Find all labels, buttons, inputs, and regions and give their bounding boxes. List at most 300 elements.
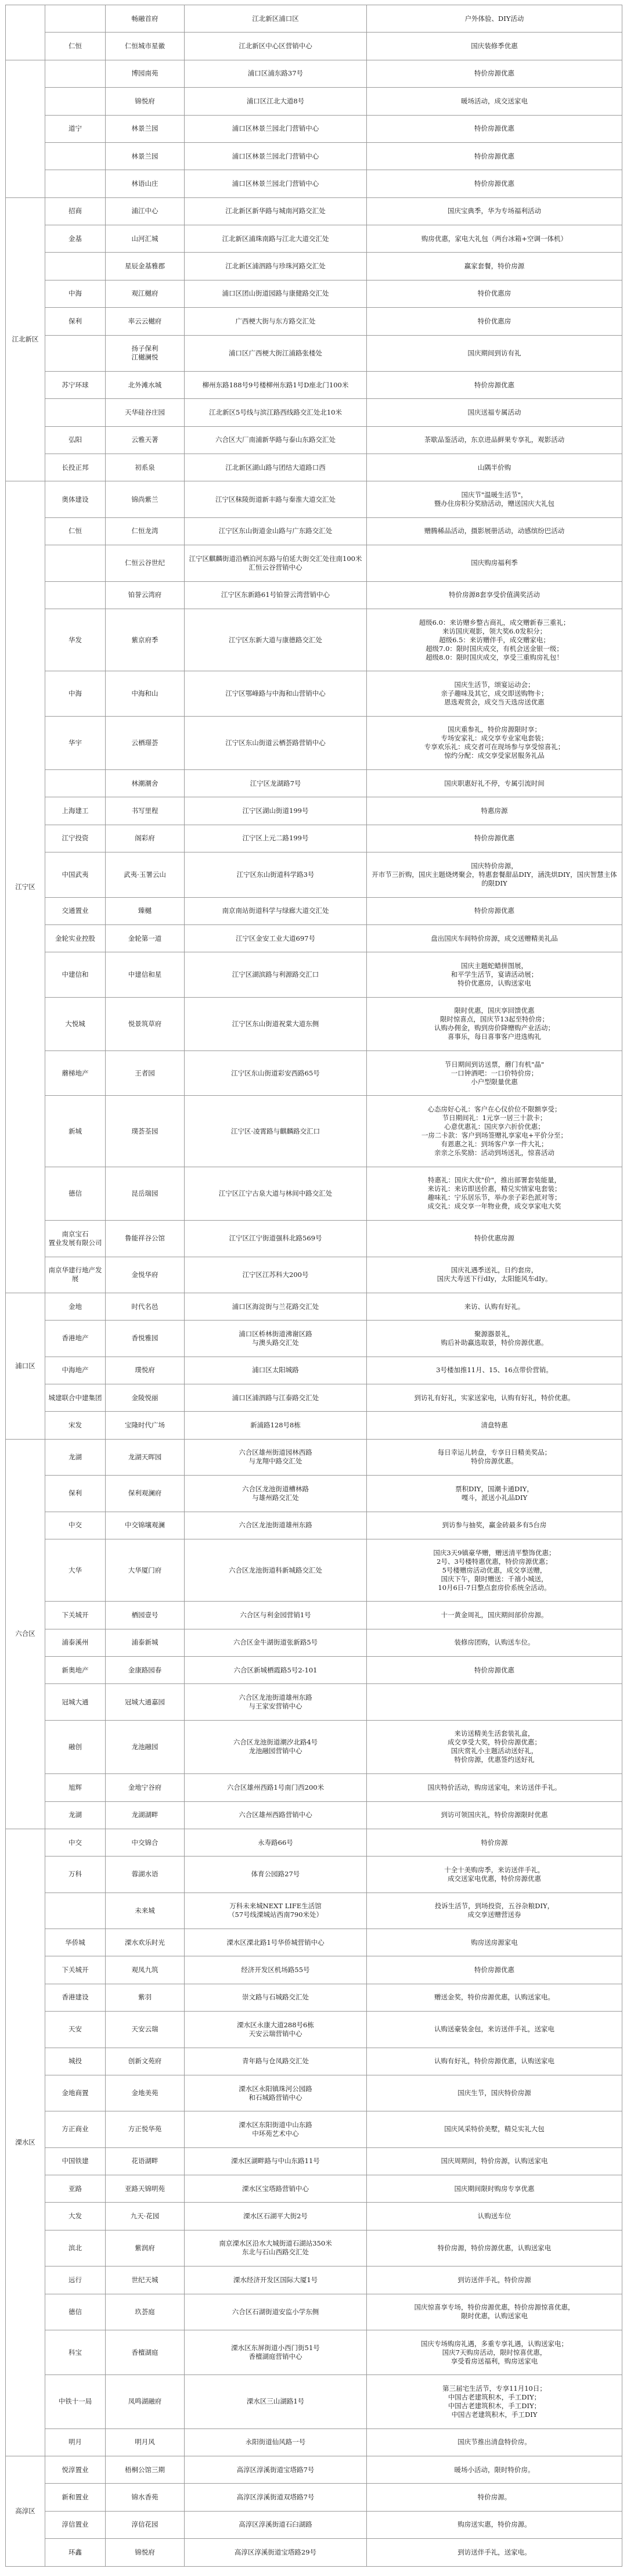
- table-row: [6, 1167, 622, 1220]
- project-cell: 紫润府: [106, 2230, 185, 2266]
- project-cell: 龙湖天晖园: [106, 1439, 185, 1475]
- activity-cell: 到访参与抽奖，赢金砖最多有5台房: [367, 1512, 622, 1539]
- activity-cell: 投诉生活节，到场投资，五谷杂粮DIY， 成交享送赠营送券: [367, 1893, 622, 1929]
- table-row: [6, 770, 622, 797]
- activity-cell: [367, 1684, 622, 1720]
- activity-cell: 特价房源，特价房源优惠，认购送家电: [367, 2230, 622, 2266]
- developer-cell: [45, 5, 106, 33]
- table-row: [6, 1857, 622, 1893]
- developer-cell: 中海地产: [45, 1357, 106, 1384]
- table-row: [6, 1051, 622, 1096]
- activity-cell: 山隅半价购: [367, 454, 622, 481]
- developer-cell: 仁恒: [45, 517, 106, 545]
- activity-cell: 赠腾稀品活动，摄影展册活动，动感缤纷巴活动: [367, 517, 622, 545]
- project-cell: 金地宁谷府: [106, 1774, 185, 1801]
- activity-cell: 国庆节推出清盘特价房。: [367, 2429, 622, 2456]
- table-row: [6, 481, 622, 517]
- developer-cell: 中建信和: [45, 952, 106, 997]
- address-cell: 南京南站街道科学与绿廊大道交汇处: [185, 897, 367, 924]
- activity-cell: 特价房源优惠: [367, 1657, 622, 1684]
- project-cell: 蓉湖水语: [106, 1857, 185, 1893]
- activity-cell: 国庆送福专属活动: [367, 399, 622, 426]
- address-cell: 高淳区淳溪街道宝塔路7号: [185, 2456, 367, 2484]
- table-row: [6, 1357, 622, 1384]
- table-row: [6, 1257, 622, 1293]
- activity-cell: 清盘特惠: [367, 1412, 622, 1439]
- activity-cell: 特价房源优惠: [367, 897, 622, 924]
- developer-cell: 大华: [45, 1539, 106, 1601]
- project-cell: 九天·花园: [106, 2203, 185, 2230]
- project-cell: 林景兰园: [106, 142, 185, 170]
- activity-cell: 认购送车位: [367, 2203, 622, 2230]
- address-cell: 江宁区金安工业大道697号: [185, 924, 367, 952]
- activity-cell: 第三届宅生活节，专享11月10日； 中国古老建筑积木，手工DIY； 中国古老建筑积木，手工DIY； 中国古老建筑积木，手工DIY: [367, 2375, 622, 2429]
- address-cell: 溧水区永康大道288号6栋 天安云瑞营销中心: [185, 2012, 367, 2048]
- developer-cell: 弘阳: [45, 426, 106, 454]
- developer-cell: 保利: [45, 1476, 106, 1512]
- table-row: [6, 716, 622, 769]
- developer-cell: 远行: [45, 2266, 106, 2294]
- developer-cell: 香港地产: [45, 1321, 106, 1357]
- project-cell: 初系泉: [106, 454, 185, 481]
- developer-cell: 中交: [45, 1829, 106, 1856]
- address-cell: 江宁区东新路61号铂誉云湾营销中心: [185, 581, 367, 609]
- developer-cell: 大发: [45, 2203, 106, 2230]
- developer-cell: 城建联合中建集团: [45, 1384, 106, 1412]
- activity-cell: 国庆特价房源， 开市节三折购，国庆主题烧烤聚会，特惠套餐甜品DIY，涵洗烘DIY，国庆智慧主体的限DIY: [367, 852, 622, 897]
- table-row: [6, 609, 622, 671]
- developer-cell: [45, 170, 106, 197]
- address-cell: 江北新区新华路与城南河路交汇处: [185, 197, 367, 225]
- table-row: [6, 2230, 622, 2266]
- address-cell: 浦口区浦东路37号: [185, 60, 367, 87]
- activity-cell: 限时优惠，国庆享回馈优惠 限时惊喜点，国庆节13起至特价房； 认购办佣金，购到房价降赠购产业活动； 喜事乐，每日喜事客户进选购礼: [367, 997, 622, 1050]
- developer-cell: 金轮实业控股: [45, 924, 106, 952]
- project-cell: 创新文苑府: [106, 2048, 185, 2075]
- activity-cell: 特惠礼：国庆大优"价"，推出部署套装能量， 来访礼：来访即送价惠，精兑实情家电套装； 趣味礼：宁乐居乐节，举办亲子彩色派对等； 成交礼：成交享一年物业费，成交享家电大奖: [367, 1167, 622, 1220]
- table-row: [6, 2147, 622, 2175]
- activity-cell: 国庆风采特价美墅，精兑实礼大包: [367, 2111, 622, 2147]
- address-cell: 江北新区浦口区: [185, 5, 367, 33]
- developer-cell: 金基: [45, 225, 106, 253]
- project-cell: 中海和山: [106, 671, 185, 716]
- project-cell: 玖荟庭: [106, 2294, 185, 2330]
- project-cell: 时代名邑: [106, 1293, 185, 1320]
- table-row: [6, 1602, 622, 1629]
- address-cell: 浦口区林景兰园北门营销中心: [185, 142, 367, 170]
- developer-cell: 明月: [45, 2429, 106, 2456]
- table-row: [6, 280, 622, 307]
- address-cell: 江北新区浦泗路与珍珠河路交汇处: [185, 253, 367, 280]
- project-cell: 中交锦合: [106, 1829, 185, 1856]
- project-cell: 扬子保利 江樾澜悦: [106, 335, 185, 371]
- project-cell: 紫羽: [106, 1984, 185, 2011]
- project-cell: 金悦华府: [106, 1257, 185, 1293]
- project-cell: 天安云瑞: [106, 2012, 185, 2048]
- address-cell: 万科未来城NEXT LIFE生活馆 （57号线溧城站西南790米处）: [185, 1893, 367, 1929]
- activity-cell: 到访送伴手礼，特价房源: [367, 2266, 622, 2294]
- address-cell: 浦口区广西梗大街江浦路张楼处: [185, 335, 367, 371]
- project-cell: 林景兰园: [106, 115, 185, 142]
- developer-cell: 冠城大通: [45, 1684, 106, 1720]
- project-cell: 阁彩府: [106, 825, 185, 852]
- address-cell: 江北新区5号线与滨江路西线路交汇处北10米: [185, 399, 367, 426]
- project-cell: 璞荟荃园: [106, 1096, 185, 1167]
- project-cell: 龙湖湖畔: [106, 1801, 185, 1829]
- table-row: [6, 5, 622, 33]
- activity-cell: 赠送金奖，特价房源优惠，认购送家电。: [367, 1984, 622, 2011]
- project-cell: 花语湖畔: [106, 2147, 185, 2175]
- region-cell: 六合区: [6, 1439, 45, 1829]
- address-cell: 溧水区湖畔路与中山东路11号: [185, 2147, 367, 2175]
- project-cell: 未来城: [106, 1893, 185, 1929]
- address-cell: 江宁区东山街道金山路与广东路交汇处: [185, 517, 367, 545]
- activity-cell: 国庆生节，国庆特价房源: [367, 2075, 622, 2111]
- developer-cell: 城投: [45, 2048, 106, 2075]
- table-row: [6, 2484, 622, 2511]
- address-cell: 浦口区团山街道园路与康健路交汇处: [185, 280, 367, 307]
- activity-cell: 到访可领国庆礼，特价房源限时优惠: [367, 1801, 622, 1829]
- project-cell: 浦泰新城: [106, 1629, 185, 1656]
- address-cell: 永寿路66号: [185, 1829, 367, 1856]
- activity-cell: 每日幸运儿转盘，专享日日精美奖品； 特价房源优惠。: [367, 1439, 622, 1475]
- developer-cell: 下关城开: [45, 1956, 106, 1984]
- activity-cell: 国庆节"温暖生活节"， 暨办住房积分奖励活动，赠送国庆大礼包: [367, 481, 622, 517]
- table-row: [6, 671, 622, 716]
- address-cell: 浦口区桥林街道沸谢区路 与澳头路交汇处: [185, 1321, 367, 1357]
- developer-cell: [45, 545, 106, 581]
- project-cell: 龙池融园: [106, 1720, 185, 1773]
- developer-cell: [45, 770, 106, 797]
- activity-cell: 赢家套餐，特价房源: [367, 253, 622, 280]
- developer-cell: 融创: [45, 1720, 106, 1773]
- developer-cell: 招商: [45, 197, 106, 225]
- developer-cell: 南京宝石 置业发展有限公司: [45, 1221, 106, 1257]
- table-row: [6, 2511, 622, 2538]
- address-cell: 浦口区海淀街与兰花路交汇处: [185, 1293, 367, 1320]
- activity-cell: 国庆惊喜享专场，特价房源优惠，特价房源惊喜优惠， 限时优惠，认购送家电: [367, 2294, 622, 2330]
- address-cell: 江宁区湖滨路与利源路交汇口: [185, 952, 367, 997]
- developer-cell: 德信: [45, 1167, 106, 1220]
- address-cell: 溧水经济开发区国际大厦1号: [185, 2266, 367, 2294]
- project-cell: 山河汇城: [106, 225, 185, 253]
- activity-cell: 特价房源优惠: [367, 115, 622, 142]
- developer-cell: 中海: [45, 280, 106, 307]
- address-cell: 江宁区东山街道云栖荟路营销中心: [185, 716, 367, 769]
- table-row: [6, 2539, 622, 2566]
- project-cell: 金康路园春: [106, 1657, 185, 1684]
- project-cell: 宝隆时代广场: [106, 1412, 185, 1439]
- address-cell: 六合区大厂南浦新华路与泰山东路交汇处: [185, 426, 367, 454]
- project-cell: 锦悦府: [106, 88, 185, 115]
- address-cell: 溧水区宝塔路营销中心: [185, 2175, 367, 2203]
- table-row: [6, 2175, 622, 2203]
- address-cell: 六合区龙池街道潮汐北路4号 龙池融园营销中心: [185, 1720, 367, 1773]
- project-cell: 畅融首府: [106, 5, 185, 33]
- activity-cell: 国庆礼遇季送礼，日约套房， 国庆大寿送下行dIy，太阳能风车dIy。: [367, 1257, 622, 1293]
- activity-cell: 票积DIY，国潮卡通DIY， 嘎斗，派送小礼品DIY: [367, 1476, 622, 1512]
- developer-cell: 奥体建设: [45, 481, 106, 517]
- table-row: [6, 1096, 622, 1167]
- table-row: [6, 1801, 622, 1829]
- table-row: [6, 1929, 622, 1956]
- table-row: [6, 1221, 622, 1257]
- table-row: [6, 2111, 622, 2147]
- activity-cell: 十一黄金周礼，国庆期间部价房源。: [367, 1602, 622, 1629]
- table-row: [6, 997, 622, 1050]
- activity-cell: 特价房源优惠: [367, 371, 622, 398]
- table-row: [6, 308, 622, 335]
- developer-cell: 龙湖: [45, 1801, 106, 1829]
- activity-cell: 国庆购房福利季: [367, 545, 622, 581]
- activity-cell: 暖场活动，成交送家电: [367, 88, 622, 115]
- address-cell: 江宁区东山街道科学路3号: [185, 852, 367, 897]
- address-cell: 江宁区湖山街道199号: [185, 797, 367, 825]
- project-cell: 紫京府季: [106, 609, 185, 671]
- address-cell: 新浦路128号8栋: [185, 1412, 367, 1439]
- table-row: [6, 2294, 622, 2330]
- developer-cell: 中国武夷: [45, 852, 106, 897]
- address-cell: 高淳区淳溪街道石臼湖路: [185, 2511, 367, 2538]
- address-cell: 六合区雄州西路营销中心: [185, 1801, 367, 1829]
- developer-cell: 新城: [45, 1096, 106, 1167]
- table-row: [6, 2203, 622, 2230]
- project-cell: 中交锦壤观澜: [106, 1512, 185, 1539]
- address-cell: 六合区石湖街道安监小学东侧: [185, 2294, 367, 2330]
- project-cell: 璞悦府: [106, 1357, 185, 1384]
- activity-cell: 国庆宝典季，华为专场福利活动: [367, 197, 622, 225]
- developer-cell: 中铁十一局: [45, 2375, 106, 2429]
- address-cell: 江北新区浦珠南路与江北大道交汇处: [185, 225, 367, 253]
- table-row: [6, 2266, 622, 2294]
- developer-cell: 龙湖: [45, 1439, 106, 1475]
- project-cell: 书写里程: [106, 797, 185, 825]
- project-cell: 臻樾: [106, 897, 185, 924]
- activity-cell: 特价房源优惠: [367, 142, 622, 170]
- activity-cell: 茶歇品鉴活动，东京进品鲜果专享礼，观影活动: [367, 426, 622, 454]
- activity-cell: 特惠房源: [367, 797, 622, 825]
- project-cell: 铂誉云湾府: [106, 581, 185, 609]
- developer-cell: 中国铁建: [45, 2147, 106, 2175]
- developer-cell: 天安: [45, 2012, 106, 2048]
- table-row: [6, 1629, 622, 1656]
- activity-cell: 十全十美购房季，来访送伴手礼， 成交送家电优惠，特价房源优惠: [367, 1857, 622, 1893]
- activity-cell: 来访、认购有好礼。: [367, 1293, 622, 1320]
- address-cell: 浦口区林景兰园北门营销中心: [185, 115, 367, 142]
- address-cell: 六合区雄州街道园林西路 与龙翔中路交汇处: [185, 1439, 367, 1475]
- table-row: [6, 1829, 622, 1856]
- table-row: [6, 2375, 622, 2429]
- developer-cell: 悦淳置业: [45, 2456, 106, 2484]
- activity-cell: 国庆重参礼，特价房源限时享； 专场安家礼：成交享专业家电套装； 专享欢乐礼：成交者可在现场参与享受惊喜礼； 惊约分配：成交享受家居服务礼品: [367, 716, 622, 769]
- address-cell: 江宁区麒麟街道沿栖泊河东路与伯延大街交汇处往南100米汇恒云谷营销中心: [185, 545, 367, 581]
- table-row: [6, 517, 622, 545]
- table-row: [6, 88, 622, 115]
- region-cell: 浦口区: [6, 1293, 45, 1439]
- address-cell: 江宁区东山街道彩安西路65号: [185, 1051, 367, 1096]
- address-cell: 浦口区林景兰园北门营销中心: [185, 170, 367, 197]
- activity-cell: 暖场小活动，限时特价房。: [367, 2456, 622, 2484]
- developer-cell: 方正商业: [45, 2111, 106, 2147]
- developer-cell: 南京华建行地产发展: [45, 1257, 106, 1293]
- project-cell: 仁恒云谷世纪: [106, 545, 185, 581]
- project-cell: 林潮潮舍: [106, 770, 185, 797]
- activity-cell: 购房优惠，家电大礼包（两台冰箱+空调一体机）: [367, 225, 622, 253]
- table-row: [6, 924, 622, 952]
- table-row: [6, 852, 622, 897]
- developer-cell: 新奥地产: [45, 1657, 106, 1684]
- activity-cell: 国庆特价活动，购房送家电，来访送伴手礼。: [367, 1774, 622, 1801]
- address-cell: 江宁区秣陵街道新丰路与秦淮大道交汇处: [185, 481, 367, 517]
- developer-cell: 德信: [45, 2294, 106, 2330]
- address-cell: 六合区龙池街道槽林路 与雄州路交汇处: [185, 1476, 367, 1512]
- project-cell: 云雅天著: [106, 426, 185, 454]
- address-cell: 广西梗大街与东方路交汇处: [185, 308, 367, 335]
- project-cell: 亚路天锦明苑: [106, 2175, 185, 2203]
- developer-cell: 蘑梯地产: [45, 1051, 106, 1096]
- developer-cell: [45, 88, 106, 115]
- project-cell: 林语山庄: [106, 170, 185, 197]
- address-cell: 江宁区江宁古泉大道与林间中路交汇处: [185, 1167, 367, 1220]
- project-cell: 金地美苑: [106, 2075, 185, 2111]
- project-cell: 博园南苑: [106, 60, 185, 87]
- developer-cell: 上海建工: [45, 797, 106, 825]
- activity-cell: 特价房源优惠: [367, 825, 622, 852]
- developer-cell: 淳信置业: [45, 2511, 106, 2538]
- table-row: [6, 1956, 622, 1984]
- developer-cell: 新和置业: [45, 2484, 106, 2511]
- table-row: [6, 1293, 622, 1320]
- table-row: [6, 170, 622, 197]
- developer-cell: 苏宁环球: [45, 371, 106, 398]
- table-row: [6, 1512, 622, 1539]
- activity-cell: 特价优惠房: [367, 308, 622, 335]
- address-cell: 浦口区浦泗路与江泰路交汇处: [185, 1384, 367, 1412]
- address-cell: 永阳街道仙风路一号: [185, 2429, 367, 2456]
- table-row: [6, 197, 622, 225]
- project-cell: 金轮第一道: [106, 924, 185, 952]
- project-cell: 天华硅谷庄园: [106, 399, 185, 426]
- address-cell: 浦口区江北大道8号: [185, 88, 367, 115]
- project-cell: 锦悦府: [106, 2539, 185, 2566]
- project-cell: 仁恒龙湾: [106, 517, 185, 545]
- table-row: [6, 33, 622, 60]
- developer-cell: [45, 581, 106, 609]
- table-row: [6, 2456, 622, 2484]
- table-row: [6, 142, 622, 170]
- address-cell: 江宁区江苏科大200号: [185, 1257, 367, 1293]
- address-cell: 江北新区中心区营销中心: [185, 33, 367, 60]
- table-row: [6, 1684, 622, 1720]
- developer-cell: 环鑫: [45, 2539, 106, 2566]
- activity-cell: 3号楼加推11月、15、16点带价营销。: [367, 1357, 622, 1384]
- address-cell: 六合区龙池街道雄州东路: [185, 1512, 367, 1539]
- table-row: [6, 1321, 622, 1357]
- table-row: [6, 1384, 622, 1412]
- address-cell: 溧水区东阳街道中山东路 中环苑艺术中心: [185, 2111, 367, 2147]
- activity-cell: 特价优惠房源: [367, 1221, 622, 1257]
- table-row: [6, 897, 622, 924]
- project-cell: 世纪天城: [106, 2266, 185, 2294]
- activity-cell: 特价房源。: [367, 2484, 622, 2511]
- activity-cell: 国庆周期间，特价房源，认购送家电: [367, 2147, 622, 2175]
- activity-cell: 特价房源: [367, 1829, 622, 1856]
- housing-promotion-table: [5, 5, 622, 2567]
- activity-cell: 国庆生活节，颂宴运动会； 亲子趣味及其它，成交即送购物卡； 恩选观赏会，成交当天选房送优惠: [367, 671, 622, 716]
- project-cell: 冠城大通嘉园: [106, 1684, 185, 1720]
- project-cell: 栖园壹号: [106, 1602, 185, 1629]
- address-cell: 江宁区龙湖路7号: [185, 770, 367, 797]
- table-row: [6, 335, 622, 371]
- activity-cell: 心态房好心礼：客户在心仪价位不限额享受； 节日期间礼：1元享一居三十款卡； 心意优惠礼：国庆享六折价优惠； 一房二卡款：客户到场签赠礼享家电+平价分至； 有恩惠之礼：到场客户享一件大礼； 亲亲之乐奖励：活动到场送礼，惊喜活动: [367, 1096, 622, 1167]
- project-cell: 保利观澜府: [106, 1476, 185, 1512]
- project-cell: 云栖璟荟: [106, 716, 185, 769]
- address-cell: 溧水区三山湖路1号: [185, 2375, 367, 2429]
- developer-cell: 万科: [45, 1857, 106, 1893]
- table-row: [6, 115, 622, 142]
- activity-cell: 节日期间到访送票，蘑门有机"晶" 一口钟酒吧：一口价特价房； 小户型限量优惠: [367, 1051, 622, 1096]
- developer-cell: 金地: [45, 1293, 106, 1320]
- table-row: [6, 1439, 622, 1475]
- project-cell: 星辰金基雅郡: [106, 253, 185, 280]
- table-row: [6, 1720, 622, 1773]
- address-cell: 六合区新城栖霞路5号2-101: [185, 1657, 367, 1684]
- developer-cell: 香港建设: [45, 1984, 106, 2011]
- address-cell: 江宁区江宁街道强科北路569号: [185, 1221, 367, 1257]
- project-cell: 中建信和星: [106, 952, 185, 997]
- table-row: [6, 797, 622, 825]
- activity-cell: 国庆装修季优惠: [367, 33, 622, 60]
- project-cell: 悦景筑草府: [106, 997, 185, 1050]
- region-cell: 高淳区: [6, 2456, 45, 2567]
- table-row: [6, 1476, 622, 1512]
- activity-cell: 国庆专场购房礼遇，多重专享礼遇，认购送家电； 国庆7天购房活动，限时惊喜优惠， 享受看房送福利，购房送家电: [367, 2330, 622, 2374]
- project-cell: 昆岳瑞园: [106, 1167, 185, 1220]
- activity-cell: 聚源器景礼， 购后补助赢选取景，特价房源优惠。: [367, 1321, 622, 1357]
- activity-cell: 购房送房源家电: [367, 1929, 622, 1956]
- developer-cell: 华宇: [45, 716, 106, 769]
- address-cell: 江北新区湖山路与团结大道路口西: [185, 454, 367, 481]
- activity-cell: 盘出国庆车间特价房源，成交送赠精美礼品: [367, 924, 622, 952]
- developer-cell: [45, 1893, 106, 1929]
- activity-cell: 到访礼有好礼，实家送家电，认购有好礼，特价优惠。: [367, 1384, 622, 1412]
- developer-cell: 旭辉: [45, 1774, 106, 1801]
- activity-cell: 国庆期间到访有礼: [367, 335, 622, 371]
- activity-cell: 特价优惠房: [367, 280, 622, 307]
- region-cell: [6, 5, 45, 60]
- address-cell: 江宁区鄂峰路与中海和山营销中心: [185, 671, 367, 716]
- developer-cell: 浦泰溪州: [45, 1629, 106, 1656]
- project-cell: 鲁能祥谷公馆: [106, 1221, 185, 1257]
- table-row: [6, 1893, 622, 1929]
- region-cell: 溧水区: [6, 1829, 45, 2456]
- address-cell: 江宁区东山街道祝棠大道东侧: [185, 997, 367, 1050]
- developer-cell: [45, 399, 106, 426]
- developer-cell: 华发: [45, 609, 106, 671]
- developer-cell: 交通置业: [45, 897, 106, 924]
- table-row: [6, 2429, 622, 2456]
- developer-cell: 金地商置: [45, 2075, 106, 2111]
- activity-cell: 认购送豪装金包，来访送伴手礼，送家电: [367, 2012, 622, 2048]
- developer-cell: 仁恒: [45, 33, 106, 60]
- table-row: [6, 581, 622, 609]
- address-cell: 南京溧水区沿水大城街道石湖站350米 东北与石山西路交汇处: [185, 2230, 367, 2266]
- address-cell: 六合区金牛湖街道张新路5号: [185, 1629, 367, 1656]
- table-row: [6, 253, 622, 280]
- project-cell: 仁恒城市星徽: [106, 33, 185, 60]
- developer-cell: 华侨城: [45, 1929, 106, 1956]
- developer-cell: 保利: [45, 308, 106, 335]
